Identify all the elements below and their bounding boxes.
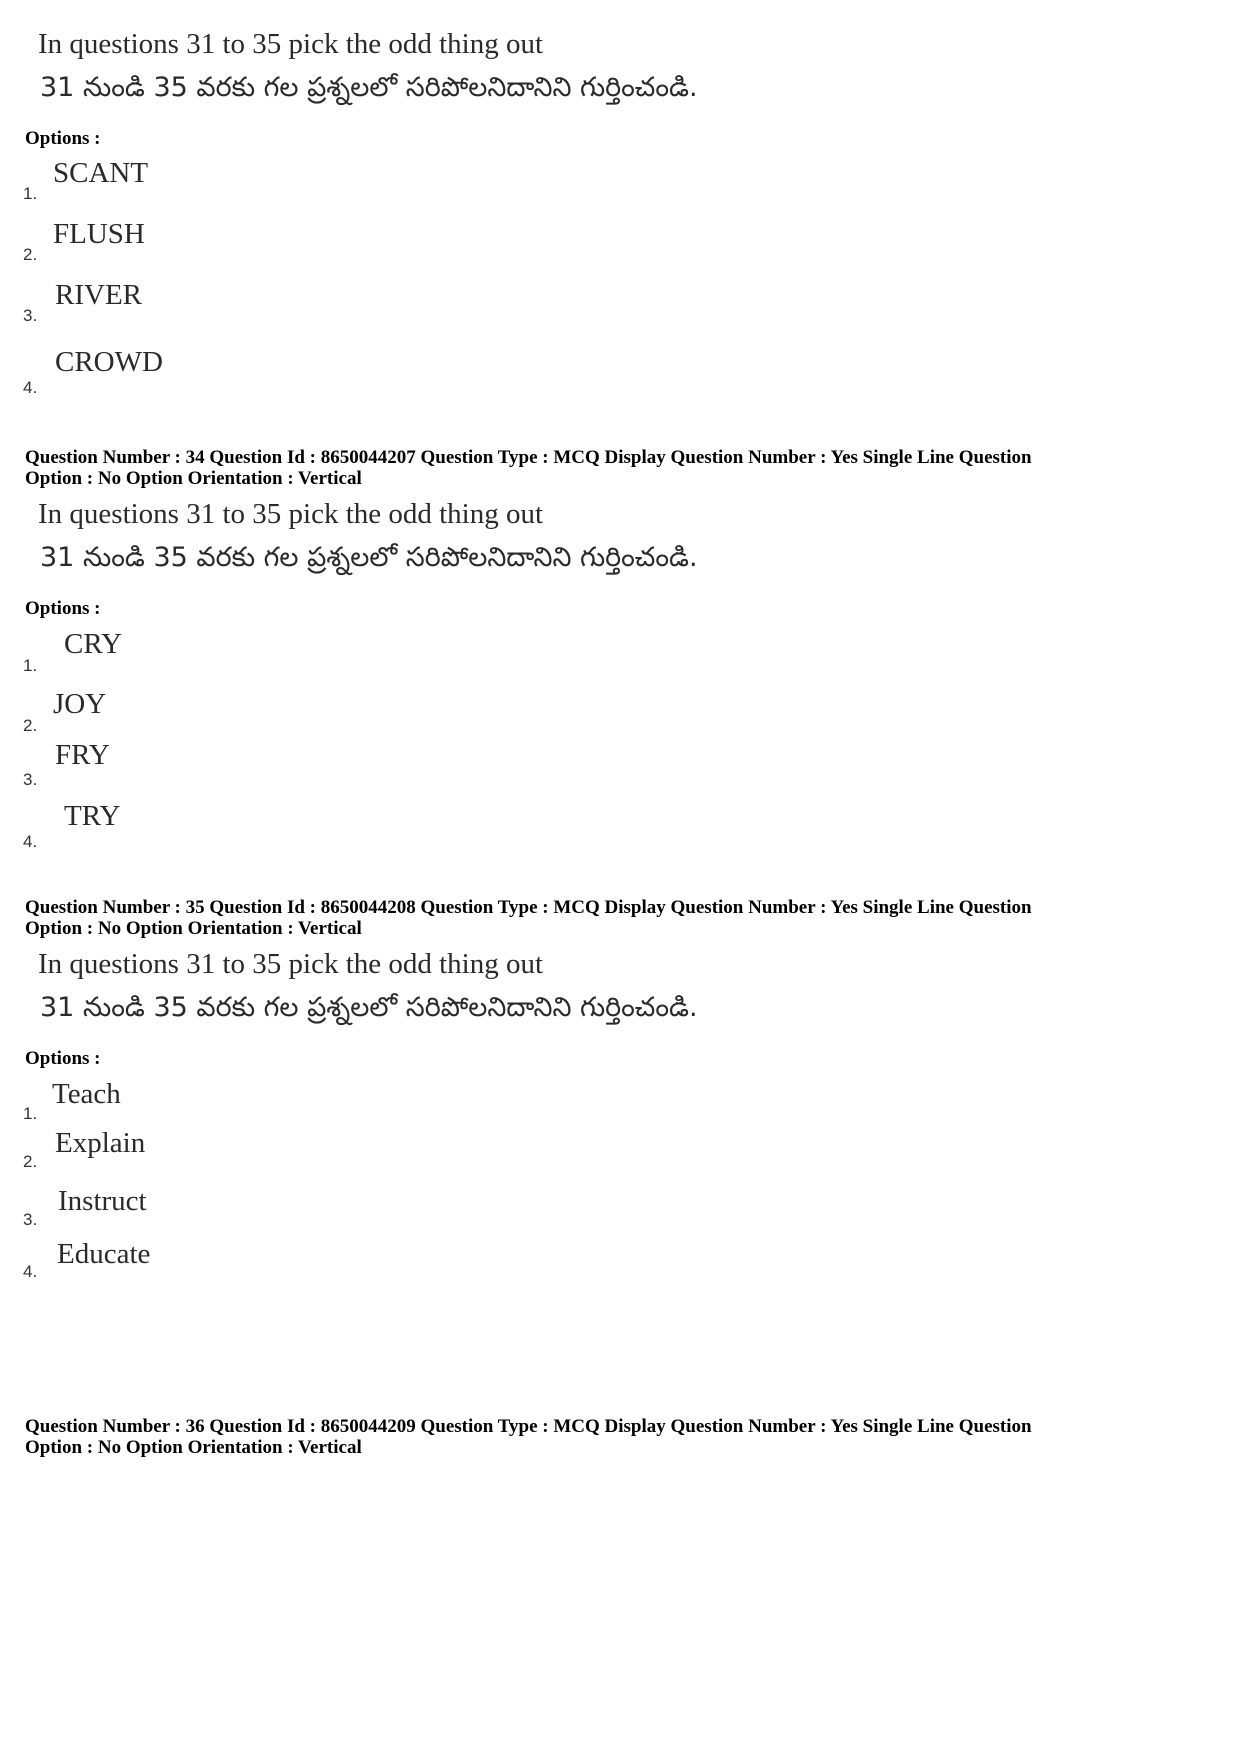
option-text: JOY [53,688,107,720]
option-number: 4. [23,1262,38,1281]
option-text: CRY [64,628,123,660]
option-number: 1. [23,184,38,203]
question-34-meta-line1: Question Number : 34 Question Id : 8650044207 Question Type : MCQ Display Question Number : Yes Single Line Question [25,447,1032,468]
question-34-stem-english: In questions 31 to 35 pick the odd thing out [38,498,544,530]
option-text: Educate [57,1238,151,1270]
question-34-meta-line2: Option : No Option Orientation : Vertical [25,468,362,489]
option-number: 2. [23,245,38,264]
question-35-meta-line1: Question Number : 35 Question Id : 8650044208 Question Type : MCQ Display Question Number : Yes Single Line Question [25,897,1032,918]
option-number: 2. [23,1152,38,1171]
question-35-meta-line2: Option : No Option Orientation : Vertical [25,918,362,939]
question-35-stem-telugu: 31 నుండి 35 వరకు గల ప్రశ్నలలో సరిపోలనిదానిని గుర్తించండి. [40,992,698,1023]
option-text: TRY [64,800,121,832]
option-text: CROWD [55,346,163,378]
question-35-stem-english: In questions 31 to 35 pick the odd thing out [38,948,544,980]
question-33-stem-telugu: 31 నుండి 35 వరకు గల ప్రశ్నలలో సరిపోలనిదానిని గుర్తించండి. [40,72,698,103]
option-number: 3. [23,1210,38,1229]
option-number: 1. [23,1104,38,1123]
question-34-metadata [25,447,1205,489]
option-number: 2. [23,716,38,735]
question-36-metadata [25,1416,1205,1458]
option-text: Instruct [58,1185,147,1217]
option-number: 3. [23,770,38,789]
option-text: FLUSH [53,218,145,250]
question-36-meta-line2: Option : No Option Orientation : Vertical [25,1437,362,1458]
question-35-options-label: Options : [25,1048,101,1069]
option-text: SCANT [53,157,149,189]
option-number: 4. [23,832,38,851]
option-text: RIVER [55,279,142,311]
option-number: 3. [23,306,38,325]
question-33-options-label: Options : [25,128,101,149]
option-text: FRY [55,739,110,771]
option-number: 1. [23,656,38,675]
question-33-stem-english: In questions 31 to 35 pick the odd thing out [38,28,544,60]
option-text: Teach [52,1078,121,1110]
question-34-options-label: Options : [25,598,101,619]
option-number: 4. [23,378,38,397]
option-text: Explain [55,1127,146,1159]
question-34-stem-telugu: 31 నుండి 35 వరకు గల ప్రశ్నలలో సరిపోలనిదానిని గుర్తించండి. [40,542,698,573]
question-36-meta-line1: Question Number : 36 Question Id : 8650044209 Question Type : MCQ Display Question Number : Yes Single Line Question [25,1416,1032,1437]
question-35-metadata [25,897,1205,939]
